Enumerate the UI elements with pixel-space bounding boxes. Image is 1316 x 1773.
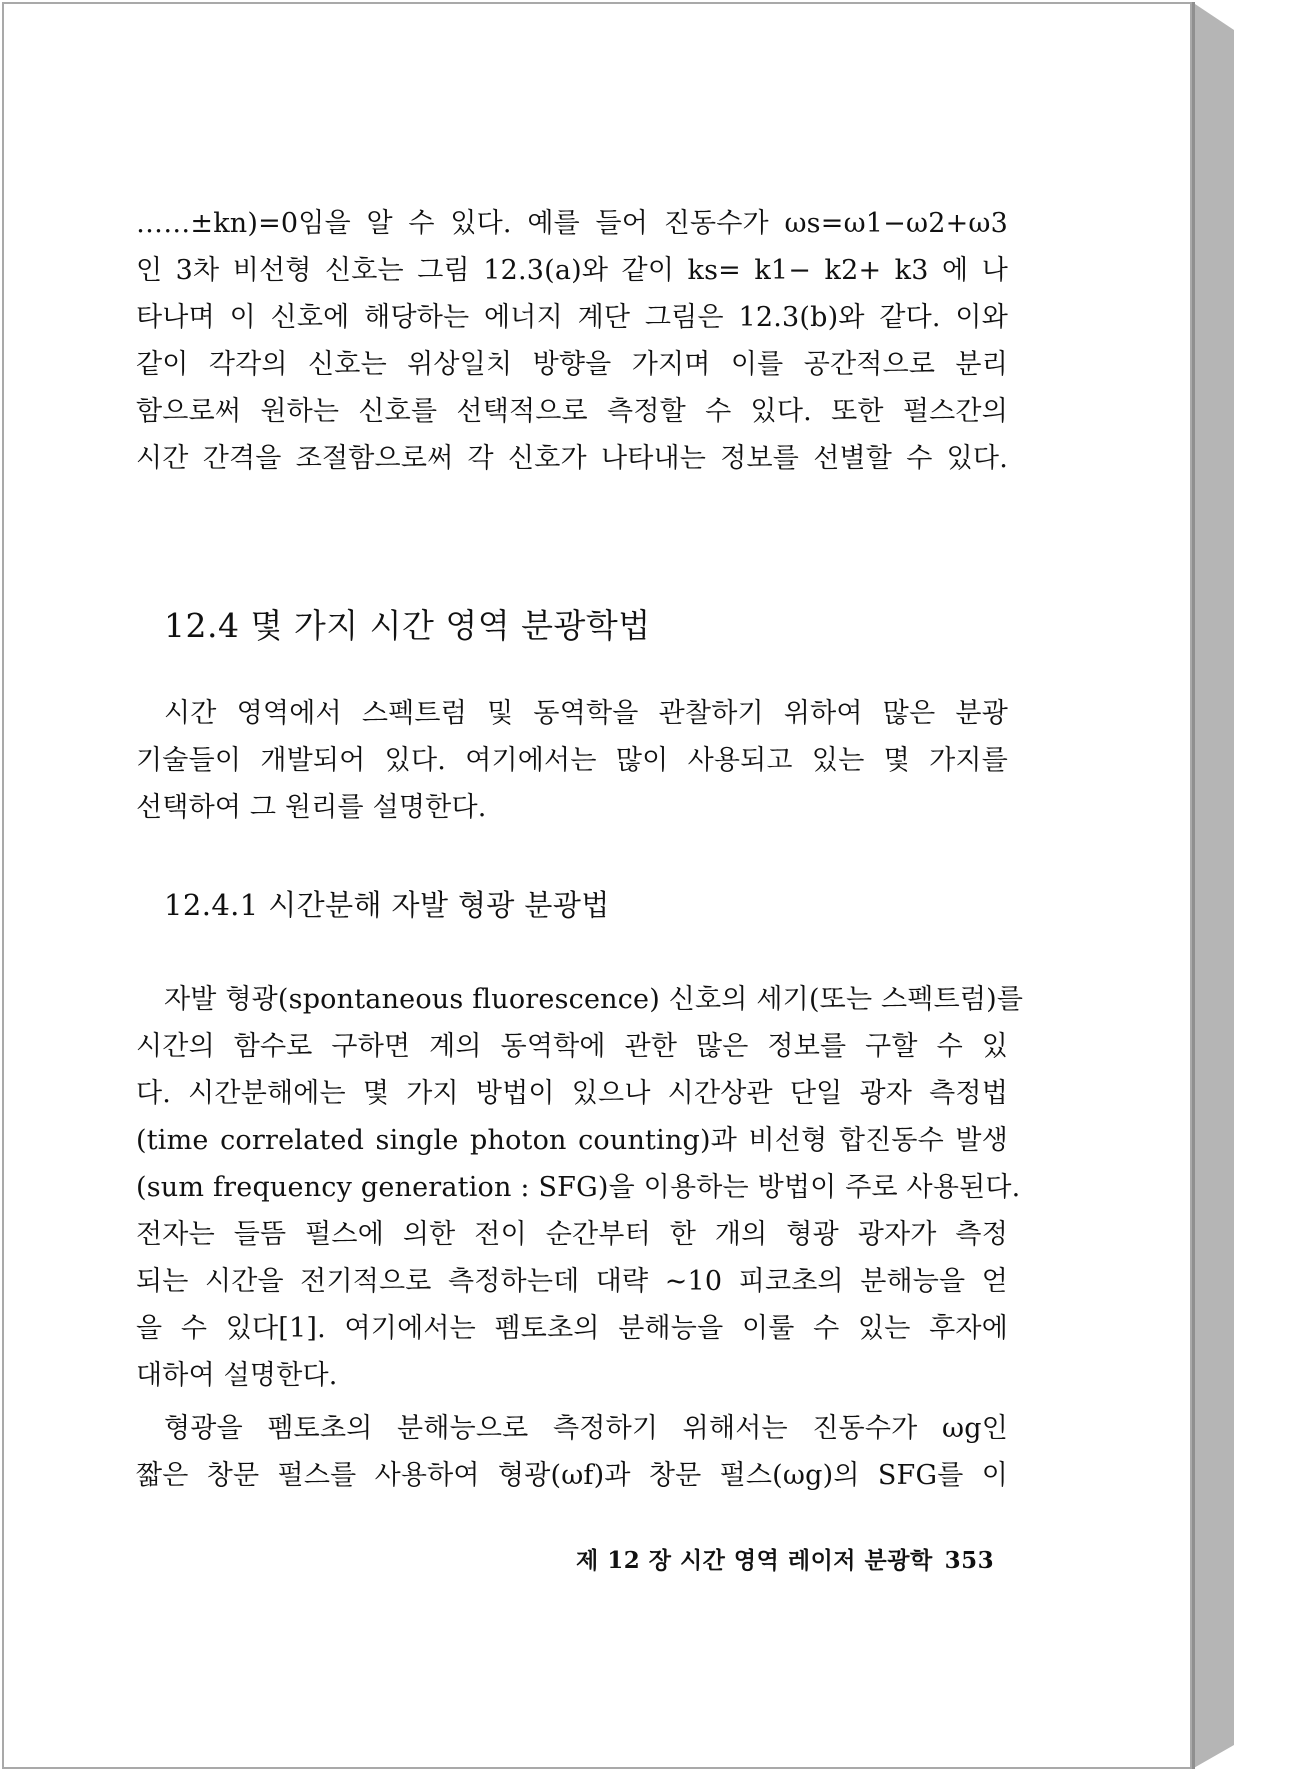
text-line: 선택하여 그 원리를 설명한다.	[136, 792, 487, 823]
text-line: 다. 시간분해에는 몇 가지 방법이 있으나 시간상관 단일 광자 측정법	[136, 1078, 1008, 1109]
text-line: 대하여 설명한다.	[136, 1360, 338, 1391]
text-line: (sum frequency generation : SFG)을 이용하는 방법이 주로 사용된다.	[136, 1172, 1021, 1203]
text-line: 짧은 창문 펄스를 사용하여 형광(ωf)과 창문 펄스(ωg)의 SFG를 이	[136, 1460, 1008, 1491]
text-line: 타나며 이 신호에 해당하는 에너지 계단 그림은 12.3(b)와 같다. 이와	[136, 302, 1008, 333]
text-line: 같이 각각의 신호는 위상일치 방향을 가지며 이를 공간적으로 분리	[136, 349, 1008, 380]
page-footer	[576, 1542, 994, 1575]
subsection-heading: 12.4.1 시간분해 자발 형광 분광법	[164, 888, 610, 922]
subsection-paragraph-1	[136, 976, 1024, 1399]
section-heading: 12.4 몇 가지 시간 영역 분광학법	[164, 606, 651, 645]
text-line: 인 3차 비선형 신호는 그림 12.3(a)와 같이 ks= k1− k2+ k3 에 나	[136, 255, 1008, 286]
text-line: 함으로써 원하는 신호를 선택적으로 측정할 수 있다. 또한 펄스간의	[136, 396, 1008, 427]
text-line: (time correlated single photon counting)과 비선형 합진동수 발생	[136, 1125, 1008, 1156]
text-line: ……±kn)=0임을 알 수 있다. 예를 들어 진동수가 ωs=ω1−ω2+ω3	[136, 208, 1008, 239]
page-edge-line	[1192, 2, 1195, 1769]
subsection-paragraph-2	[136, 1405, 1008, 1499]
text-line: 전자는 들뜸 펄스에 의한 전이 순간부터 한 개의 형광 광자가 측정	[136, 1219, 1008, 1250]
text-line: 을 수 있다[1]. 여기에서는 펨토초의 분해능을 이룰 수 있는 후자에	[136, 1313, 1008, 1344]
running-footer-chapter: 제 12 장 시간 영역 레이저 분광학	[576, 1547, 933, 1574]
text-line: 시간 간격을 조절함으로써 각 신호가 나타내는 정보를 선별할 수 있다.	[136, 443, 1008, 474]
text-line: 시간 영역에서 스펙트럼 및 동역학을 관찰하기 위하여 많은 분광	[164, 698, 1008, 729]
text-line: 되는 시간을 전기적으로 측정하는데 대략 ~10 피코초의 분해능을 얻	[136, 1266, 1008, 1297]
text-line: 기술들이 개발되어 있다. 여기에서는 많이 사용되고 있는 몇 가지를	[136, 745, 1008, 776]
page-number: 353	[944, 1547, 995, 1574]
section-paragraph	[136, 690, 1008, 831]
page-edge-shadow	[1192, 2, 1234, 1769]
text-line: 시간의 함수로 구하면 계의 동역학에 관한 많은 정보를 구할 수 있	[136, 1031, 1008, 1062]
text-line: 형광을 펨토초의 분해능으로 측정하기 위해서는 진동수가 ωg인	[164, 1413, 1008, 1444]
intro-paragraph	[136, 200, 1008, 482]
text-line: 자발 형광(spontaneous fluorescence) 신호의 세기(또는 스펙트럼)를	[164, 984, 1024, 1015]
